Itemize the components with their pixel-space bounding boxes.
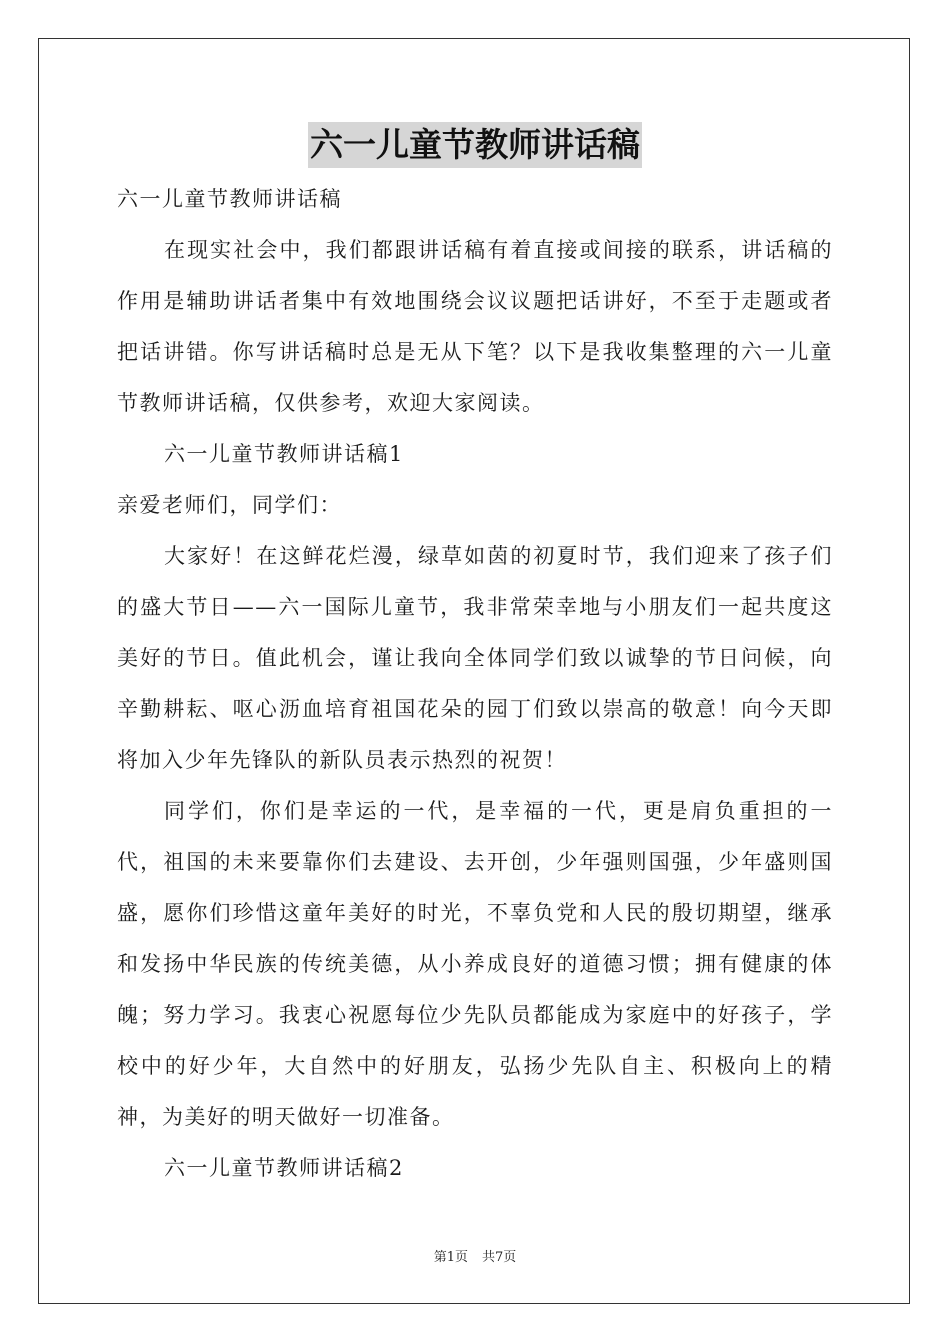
section-heading-2: 六一儿童节教师讲话稿2 (164, 1156, 404, 1180)
page-number: 第1页 (433, 1250, 468, 1265)
section-heading-1: 六一儿童节教师讲话稿1 (164, 442, 404, 466)
document-title: 六一儿童节教师讲话稿 (308, 122, 642, 168)
page-footer (0, 1246, 950, 1265)
title-container (0, 122, 950, 168)
paragraph-salutation: 亲爱老师们，同学们： (117, 493, 342, 517)
document-body (117, 174, 833, 1194)
paragraph-students: 同学们，你们是幸运的一代，是幸福的一代，更是肩负重担的一代，祖国的未来要靠你们去建设、去开创，少年强则国强，少年盛则国盛，愿你们珍惜这童年美好的时光，不辜负党和人民的殷切期望，继承和发扬中华民族的传统美德，从小养成良好的道德习惯；拥有健康的体魄；努力学习。我衷心祝愿每位少先队员都能成为家庭中的好孩子，学校中的好少年，大自然中的好朋友，弘扬少先队自主、积极向上的精神，为美好的明天做好一切准备。 (117, 799, 833, 1129)
paragraph-subtitle: 六一儿童节教师讲话稿 (117, 187, 342, 211)
page-total: 共7页 (482, 1250, 517, 1265)
paragraph-greeting: 大家好！在这鲜花烂漫，绿草如茵的初夏时节，我们迎来了孩子们的盛大节日——六一国际儿童节，我非常荣幸地与小朋友们一起共度这美好的节日。值此机会，谨让我向全体同学们致以诚挚的节日问候，向辛勤耕耘、呕心沥血培育祖国花朵的园丁们致以崇高的敬意！向今天即将加入少年先锋队的新队员表示热烈的祝贺！ (117, 544, 833, 772)
paragraph-intro: 在现实社会中，我们都跟讲话稿有着直接或间接的联系，讲话稿的作用是辅助讲话者集中有效地围绕会议议题把话讲好，不至于走题或者把话讲错。你写讲话稿时总是无从下笔？以下是我收集整理的六一儿童节教师讲话稿，仅供参考，欢迎大家阅读。 (117, 238, 833, 415)
